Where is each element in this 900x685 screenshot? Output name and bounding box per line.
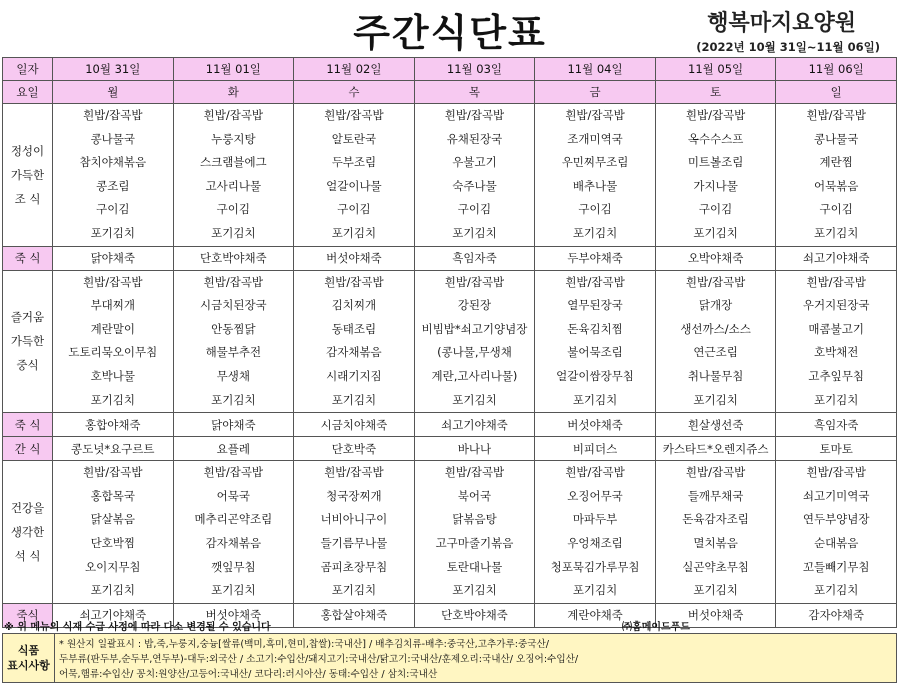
row-label-porridge2: 죽 식 [3, 413, 53, 437]
menu-cell-breakfast [294, 104, 415, 247]
origin-line: 두부류(판두부,순두부,연두부)-대두:외국산 / 소고기:수입산/돼지고기:국내산/닭고기:국내산/훈제오리:국내산/ 오징어:수입산/ [59, 654, 579, 665]
menu-cell-snack: 단호박죽 [294, 437, 415, 461]
porridge1-row [3, 246, 897, 270]
menu-item: 연근조림 [693, 345, 738, 360]
menu-item: 계란말이 [90, 321, 135, 336]
date-cell: 11월 02일 [294, 58, 415, 81]
menu-item: 흰밥/잡곡밥 [685, 465, 746, 480]
menu-cell-lunch [53, 270, 174, 413]
menu-item: 구이김 [337, 202, 371, 217]
origin-line: 어묵,햄류:수입산/ 꽁치:원양산/고등어:국내산/ 코다리:러시아산/ 동태:수입산 / 삼치:국내산 [59, 669, 438, 680]
menu-cell-lunch [776, 270, 897, 413]
page-title: 주간식단표 [353, 11, 547, 55]
row-label-line: 가득한 [10, 167, 45, 182]
weekday-cell: 월 [53, 81, 174, 104]
menu-item: 호박채전 [813, 345, 859, 360]
menu-cell-porridge1: 닭야채죽 [53, 246, 174, 270]
menu-item: 흰밥/잡곡밥 [83, 465, 143, 480]
menu-item: 들깨무채국 [687, 488, 744, 503]
menu-item: 취나물무침 [687, 368, 744, 383]
menu-item: 포기김치 [331, 392, 377, 407]
row-label-line: 건강을 [10, 500, 45, 515]
row-label-porridge3: 죽식 [3, 603, 53, 627]
row-label-lunch [3, 270, 53, 413]
menu-item: 흰밥/잡곡밥 [565, 465, 625, 480]
menu-item: 김치찌개 [331, 298, 377, 313]
menu-item: 감자채볶음 [205, 535, 262, 550]
menu-item: 단호박찜 [90, 535, 135, 550]
menu-cell-porridge1: 흑임자죽 [414, 246, 535, 270]
menu-item: 참치야채볶음 [79, 155, 147, 170]
menu-item: 감자채볶음 [326, 345, 382, 360]
menu-item: 조개미역국 [567, 131, 623, 146]
date-cell: 11월 03일 [414, 58, 535, 81]
menu-item: 흰밥/잡곡밥 [324, 274, 384, 289]
menu-item: 홍합목국 [90, 488, 135, 503]
menu-cell-breakfast [53, 104, 174, 247]
menu-item: 구이김 [216, 202, 250, 217]
menu-item: 흰밥/잡곡밥 [444, 108, 505, 122]
menu-item: 생선까스/소스 [680, 321, 751, 336]
menu-item: 안동찜닭 [211, 321, 256, 336]
menu-item: 고추잎무침 [808, 368, 864, 383]
menu-item: 해물부추전 [205, 345, 262, 360]
menu-item: 유채된장국 [446, 131, 503, 146]
menu-item: 동태조림 [331, 321, 377, 336]
menu-cell-porridge2: 시금치야채죽 [294, 413, 415, 437]
breakfast-row [3, 104, 897, 247]
weekday-cell: 수 [294, 81, 415, 104]
menu-cell-snack: 토마토 [776, 437, 897, 461]
menu-item: 포기김치 [452, 392, 497, 407]
row-label-line: 가득한 [10, 334, 45, 349]
menu-cell-breakfast [655, 104, 776, 247]
menu-item: 불어묵조림 [567, 345, 623, 360]
date-cell: 11월 04일 [535, 58, 656, 81]
menu-item: 도토리묵오이무침 [68, 345, 158, 360]
menu-cell-lunch [414, 270, 535, 413]
menu-cell-snack: 요플레 [173, 437, 294, 461]
row-label-line: 즐거움 [10, 310, 45, 325]
menu-item: 꼬들빼기무침 [802, 559, 870, 574]
menu-cell-dinner [53, 461, 174, 604]
menu-cell-porridge1: 두부야채죽 [535, 246, 656, 270]
row-label-snack: 간 식 [3, 437, 53, 461]
menu-item: 열무된장국 [567, 298, 623, 313]
menu-item: 미트볼조림 [687, 155, 744, 170]
menu-item: 구이김 [457, 202, 492, 217]
menu-item: 포기김치 [211, 392, 256, 407]
menu-item: 흰밥/잡곡밥 [685, 108, 746, 122]
menu-cell-breakfast [414, 104, 535, 247]
menu-cell-snack: 카스타드*오렌지쥬스 [655, 437, 776, 461]
menu-item: 구이김 [578, 202, 612, 217]
menu-item: 돈육감자조림 [682, 512, 749, 527]
menu-item: 너비아니구이 [320, 512, 388, 527]
menu-cell-porridge3: 버섯야채죽 [173, 603, 294, 627]
menu-item: 고사리나물 [205, 178, 262, 193]
menu-item: 흰밥/잡곡밥 [806, 465, 866, 480]
dinner-row [3, 461, 897, 604]
menu-cell-lunch [655, 270, 776, 413]
menu-item: 우민찌무조림 [561, 155, 629, 170]
menu-cell-dinner [173, 461, 294, 604]
menu-cell-dinner [776, 461, 897, 604]
menu-item: 흰밥/잡곡밥 [83, 274, 143, 289]
menu-item: 얼갈이나물 [326, 178, 382, 193]
menu-item: 오징어무국 [567, 488, 623, 503]
menu-item: 포기김치 [693, 392, 738, 407]
menu-item: 닭살볶음 [90, 512, 135, 527]
menu-item: 포기김치 [813, 392, 859, 407]
menu-cell-porridge2: 쇠고기야채죽 [414, 413, 535, 437]
row-label-line: 생각한 [10, 524, 45, 539]
menu-item: 스크램블에그 [200, 155, 267, 170]
snack-row [3, 437, 897, 461]
change-notice: ※ 위 메뉴의 식재 수급 사정에 따라 다소 변경될 수 있습니다 [4, 622, 271, 633]
menu-cell-dinner [535, 461, 656, 604]
menu-item: 흰밥/잡곡밥 [565, 274, 625, 289]
menu-item: 마파두부 [572, 512, 618, 527]
menu-item: 시금치된장국 [200, 298, 267, 313]
row-label-line: 정성이 [10, 143, 45, 158]
menu-item: 북어국 [457, 488, 492, 503]
date-cell: 11월 06일 [776, 58, 897, 81]
origin-info-box [2, 633, 897, 683]
menu-item: 연두부양념장 [802, 512, 870, 527]
menu-cell-lunch [294, 270, 415, 413]
menu-item: 포기김치 [693, 583, 738, 598]
menu-item: 토란대나물 [446, 559, 503, 574]
menu-item: 곰피초장무침 [320, 559, 388, 574]
origin-line: * 원산지 일괄표시 : 밥,죽,누룽지,숭늉[쌀류(백미,흑미,현미,찹쌀):국내산] / 배추김치류-배추:중국산,고추가루:중국산/ [59, 639, 550, 650]
menu-cell-porridge3: 단호박야채죽 [414, 603, 535, 627]
menu-item: 흰밥/잡곡밥 [324, 465, 384, 480]
menu-cell-porridge1: 쇠고기야채죽 [776, 246, 897, 270]
menu-item: 포기김치 [331, 583, 377, 598]
row-label-line: 중식 [16, 358, 39, 373]
menu-cell-dinner [414, 461, 535, 604]
lunch-row [3, 270, 897, 413]
menu-item: 구이김 [819, 202, 853, 217]
menu-cell-breakfast [535, 104, 656, 247]
row-label-breakfast [3, 104, 53, 247]
menu-item: 돈육김치찜 [567, 321, 623, 336]
menu-cell-porridge2: 버섯야채죽 [535, 413, 656, 437]
row-label-date: 일자 [3, 58, 53, 81]
menu-item: 구이김 [698, 202, 733, 217]
menu-item: 순대볶음 [813, 535, 859, 550]
menu-item: 흰밥/잡곡밥 [324, 108, 384, 122]
menu-item: 닭볶음탕 [452, 512, 497, 527]
menu-item: 쇠고기미역국 [802, 488, 870, 503]
menu-cell-porridge3: 계란야채죽 [535, 603, 656, 627]
row-label-line: 조 식 [14, 191, 41, 206]
menu-item: 우불고기 [452, 155, 497, 170]
menu-cell-porridge3: 버섯야채죽 [655, 603, 776, 627]
menu-item: 흰밥/잡곡밥 [806, 108, 866, 122]
menu-item: 멸치볶음 [693, 535, 738, 550]
menu-item: 콩조림 [96, 178, 130, 193]
supplier-name: ㈜홈메이드푸드 [622, 622, 690, 633]
menu-item: 포기김치 [572, 583, 618, 598]
menu-item: 청포묵김가루무침 [550, 559, 640, 574]
origin-label [3, 634, 55, 682]
menu-item: 흰밥/잡곡밥 [444, 465, 505, 480]
menu-item: 청국장찌개 [326, 488, 382, 503]
menu-item: 포기김치 [211, 225, 256, 240]
menu-cell-porridge2: 홍합야채죽 [53, 413, 174, 437]
menu-item: 흰밥/잡곡밥 [203, 274, 264, 289]
weekday-cell: 토 [655, 81, 776, 104]
menu-item: 메추리곤약조림 [194, 512, 273, 527]
menu-item: 흰밥/잡곡밥 [444, 274, 505, 289]
origin-label-line: 표시사항 [7, 659, 50, 672]
menu-item: 호박나물 [90, 368, 135, 383]
menu-item: 포기김치 [331, 225, 377, 240]
menu-cell-snack: 비피더스 [535, 437, 656, 461]
facility-name: 행복마지요양원 [707, 11, 856, 36]
menu-cell-dinner [655, 461, 776, 604]
menu-item: 강된장 [457, 298, 492, 313]
weekday-cell: 금 [535, 81, 656, 104]
menu-item: 계란,고사리나물) [431, 368, 518, 383]
menu-item: 포기김치 [813, 225, 859, 240]
menu-item: 포기김치 [90, 583, 135, 598]
menu-item: 계란찜 [819, 155, 853, 170]
menu-item: 우거지된장국 [802, 298, 870, 313]
menu-item: 오이지무침 [85, 559, 141, 574]
menu-item: 흰밥/잡곡밥 [203, 108, 264, 122]
menu-cell-porridge2: 흑임자죽 [776, 413, 897, 437]
menu-item: 흰밥/잡곡밥 [806, 274, 866, 289]
menu-item: 무생채 [216, 368, 250, 383]
menu-item: 흰밥/잡곡밥 [565, 108, 625, 122]
menu-item: 비빔밥*쇠고기양념장 [421, 321, 528, 336]
menu-item: 포기김치 [813, 583, 859, 598]
menu-item: 구이김 [96, 202, 130, 217]
row-label-line: 석 식 [14, 548, 41, 563]
menu-item: 숙주나물 [452, 178, 497, 193]
menu-item: 매콤불고기 [808, 321, 864, 336]
menu-item: 흰밥/잡곡밥 [685, 274, 746, 289]
menu-item: 포기김치 [90, 225, 135, 240]
row-label-dinner [3, 461, 53, 604]
menu-item: 실곤약초무침 [682, 559, 749, 574]
menu-item: (콩나물,무생채 [437, 345, 512, 360]
row-label-porridge1: 죽 식 [3, 246, 53, 270]
weekday-cell: 화 [173, 81, 294, 104]
menu-cell-porridge2: 흰살생선죽 [655, 413, 776, 437]
menu-item: 부대찌개 [90, 298, 135, 313]
menu-cell-porridge1: 오박야채죽 [655, 246, 776, 270]
menu-cell-lunch [535, 270, 656, 413]
menu-item: 흰밥/잡곡밥 [83, 108, 143, 122]
weekday-cell: 목 [414, 81, 535, 104]
menu-item: 포기김치 [693, 225, 738, 240]
menu-item: 두부조림 [331, 155, 377, 170]
porridge2-row [3, 413, 897, 437]
origin-label-line: 식품 [17, 644, 40, 657]
date-cell: 11월 05일 [655, 58, 776, 81]
menu-item: 포기김치 [572, 392, 618, 407]
weekly-menu-table [2, 57, 897, 628]
menu-item: 배추나물 [572, 178, 618, 193]
menu-item: 포기김치 [90, 392, 135, 407]
menu-item: 어묵볶음 [813, 178, 859, 193]
menu-item: 어묵국 [216, 488, 250, 503]
menu-item: 누룽지탕 [211, 131, 256, 146]
menu-cell-snack: 콩도넛*요구르트 [53, 437, 174, 461]
weekday-cell: 일 [776, 81, 897, 104]
menu-cell-porridge1: 버섯야채죽 [294, 246, 415, 270]
menu-cell-porridge3: 홍합살야채죽 [294, 603, 415, 627]
menu-item: 포기김치 [211, 583, 256, 598]
menu-period: (2022년 10월 31일~11월 06일) [696, 40, 880, 54]
menu-item: 흰밥/잡곡밥 [203, 465, 264, 480]
menu-item: 콩나물국 [813, 131, 859, 146]
menu-item: 깻잎무침 [211, 559, 256, 574]
menu-item: 포기김치 [452, 225, 497, 240]
menu-item: 가지나물 [693, 178, 738, 193]
menu-cell-porridge2: 닭야채죽 [173, 413, 294, 437]
date-cell: 11월 01일 [173, 58, 294, 81]
menu-item: 닭개장 [698, 298, 733, 313]
menu-item: 얼갈이쌈장무침 [556, 368, 634, 383]
menu-item: 포기김치 [572, 225, 618, 240]
date-cell: 10월 31일 [53, 58, 174, 81]
menu-cell-lunch [173, 270, 294, 413]
menu-cell-breakfast [776, 104, 897, 247]
date-row [3, 58, 897, 81]
menu-cell-breakfast [173, 104, 294, 247]
menu-cell-porridge3: 쇠고기야채죽 [53, 603, 174, 627]
menu-item: 고구마줄기볶음 [435, 535, 514, 550]
menu-item: 콩나물국 [90, 131, 135, 146]
menu-cell-dinner [294, 461, 415, 604]
menu-cell-porridge1: 단호박야채죽 [173, 246, 294, 270]
menu-item: 포기김치 [452, 583, 497, 598]
weekday-row [3, 81, 897, 104]
menu-cell-porridge3: 감자야채죽 [776, 603, 897, 627]
menu-item: 우엉채조림 [567, 535, 623, 550]
menu-item: 시래기지짐 [326, 368, 382, 383]
menu-cell-snack: 바나나 [414, 437, 535, 461]
menu-item: 들기름무나물 [320, 535, 388, 550]
row-label-weekday: 요일 [3, 81, 53, 104]
menu-item: 옥수수스프 [687, 131, 744, 146]
menu-item: 알토란국 [331, 131, 377, 146]
origin-text [55, 634, 896, 682]
